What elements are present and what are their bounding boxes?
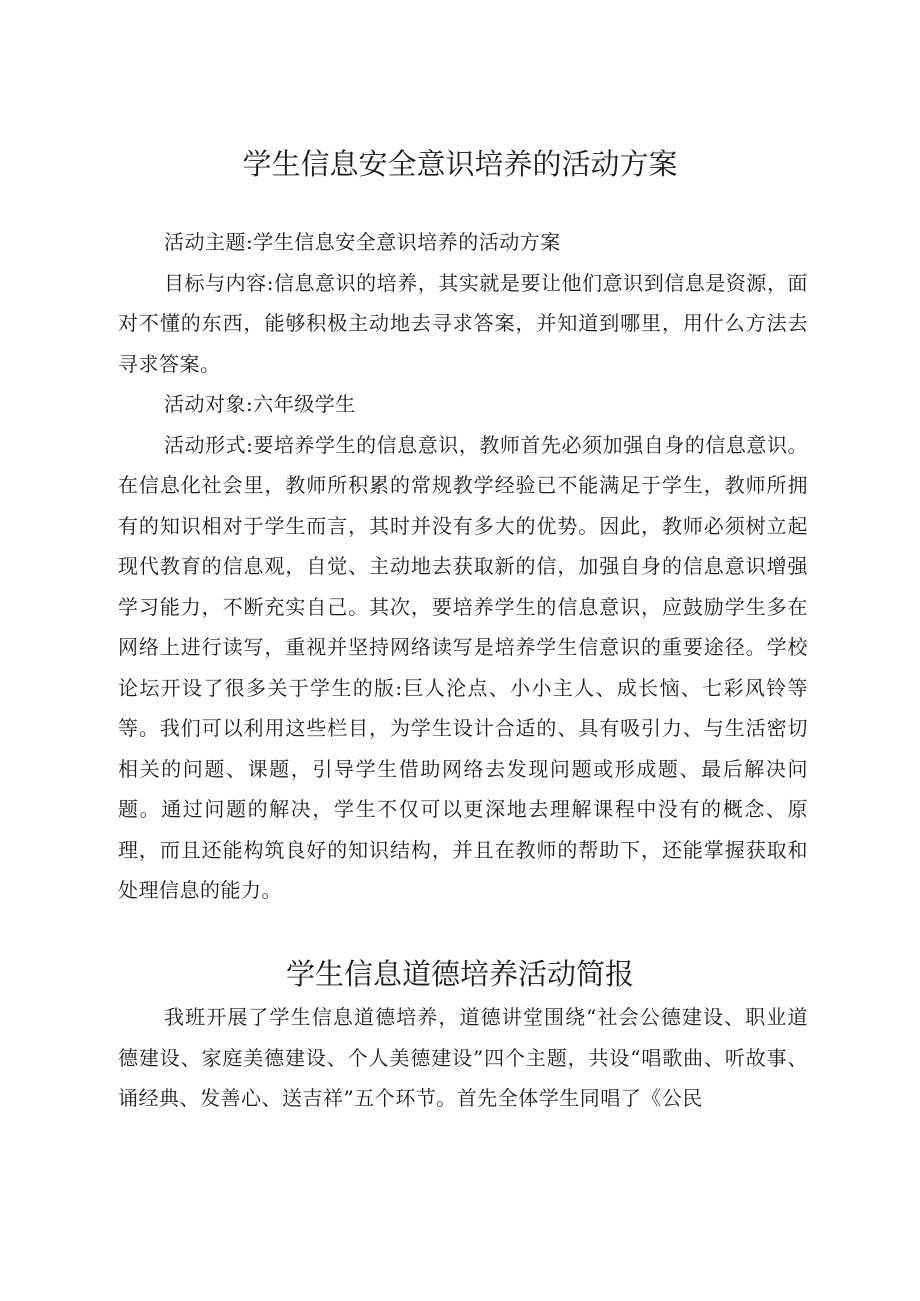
paragraph-format: 活动形式:要培养学生的信息意识，教师首先必须加强自身的信息意识。在信息化社会里，教师所积累的常规教学经验已不能满足于学生，教师所拥有的知识相对于学生而言，其时并没有多大的优势。因此，教师必须树立起现代教育的信息观，自觉、主动地去获取新的信，加强自身的信息意识增强学习能力，不断充实自己。其次，要培养学生的信息意识，应鼓励学生多在网络上进行读写，重视并坚持网络读写是培养学生信意识的重要途径。学校论坛开设了很多关于学生的版:巨人沦点、小小主人、成长恼、七彩风铃等等。我们可以利用这些栏目，为学生设计合适的、具有吸引力、与生活密切相关的问题、课题，引导学生借助网络去发现问题或形成题、最后解决问题。通过问题的解决，学生不仅可以更深地去理解课程中没有的概念、原理，而且还能构筑良好的知识结构，并且在教师的帮助下，还能掌握获取和处理信息的能力。	[118, 432, 808, 902]
paragraph-theme: 活动主题:学生信息安全意识培养的活动方案	[164, 230, 561, 254]
paragraph-goals: 目标与内容:信息意识的培养，其实就是要让他们意识到信息是资源，面对不懂的东西，能够积极主动地去寻求答案，并知道到哪里，用什么方法去寻求答案。	[118, 270, 808, 376]
paragraph-audience: 活动对象:六年级学生	[164, 392, 356, 416]
briefing-section	[118, 997, 808, 1119]
paragraph-briefing: 我班开展了学生信息道德培养，道德讲堂围绕“社会公德建设、职业道德建设、家庭美德建设、个人美德建设”四个主题，共设“唱歌曲、听故事、诵经典、发善心、送吉祥”五个环节。首先全体学生同唱了《公民	[118, 1005, 808, 1110]
section-title-briefing: 学生信息道德培养活动简报	[285, 957, 634, 991]
document-title: 学生信息安全意识培养的活动方案	[242, 147, 678, 181]
activity-plan-section	[118, 222, 808, 911]
